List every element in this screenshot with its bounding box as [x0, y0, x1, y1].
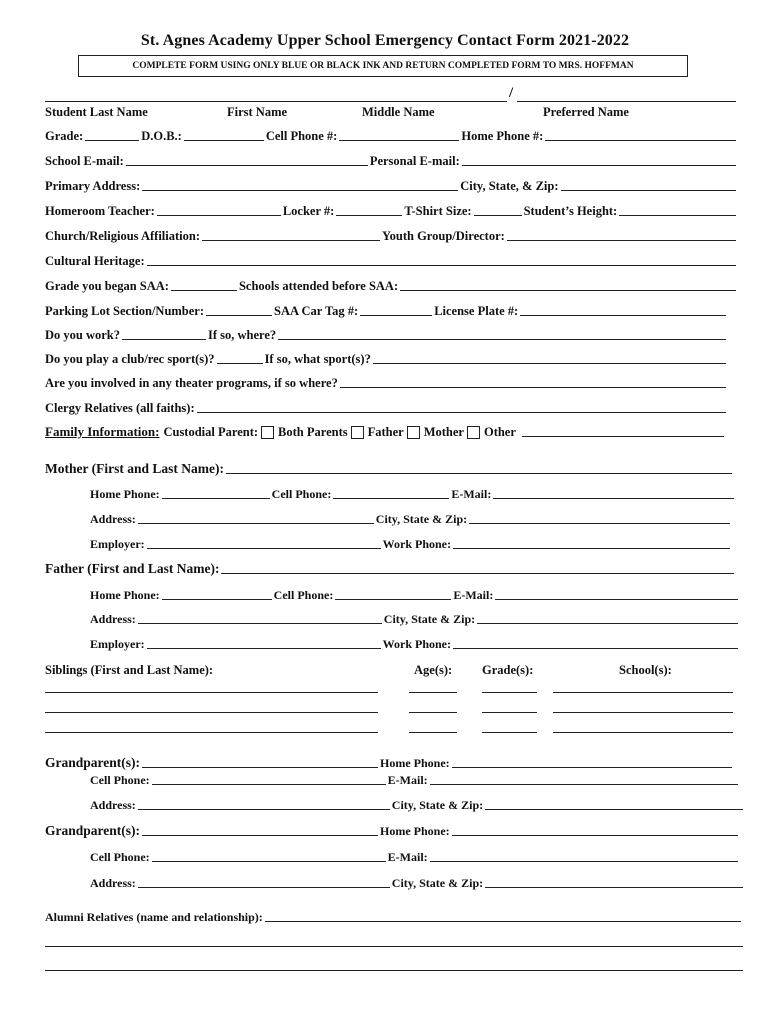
schools-before-field[interactable] — [400, 279, 736, 291]
father-home-phone-field[interactable] — [162, 588, 272, 600]
church-field[interactable] — [202, 229, 380, 241]
grandparent2-cell-phone-field[interactable] — [152, 850, 386, 862]
father-city-state-zip-field[interactable] — [477, 612, 738, 624]
father-address-field[interactable] — [138, 612, 382, 624]
other-option-label: Other — [483, 425, 516, 439]
grandparent2-email-field[interactable] — [430, 850, 738, 862]
mother-city-state-zip-label: City, State & Zip: — [375, 512, 468, 526]
grade-began-field[interactable] — [171, 279, 237, 291]
sibling-name-field[interactable] — [45, 732, 378, 733]
grandparent1-home-phone-field[interactable] — [452, 756, 732, 768]
father-checkbox[interactable] — [351, 426, 364, 439]
grandparent1-address-field[interactable] — [138, 798, 390, 810]
sibling-age-field[interactable] — [409, 712, 457, 713]
row-mother-employer — [90, 537, 732, 551]
mother-option-label: Mother — [423, 425, 464, 439]
mother-email-field[interactable] — [493, 487, 734, 499]
father-name-field[interactable] — [221, 562, 734, 574]
work-where-label: If so, where? — [208, 328, 277, 342]
primary-address-field[interactable] — [142, 179, 458, 191]
other-field[interactable] — [522, 425, 724, 437]
row-primary-address — [45, 179, 738, 193]
instructions-box: COMPLETE FORM USING ONLY BLUE OR BLACK INK AND RETURN COMPLETED FORM TO MRS. HOFFMAN — [78, 55, 688, 77]
locker-field[interactable] — [336, 204, 402, 216]
row-father-name — [45, 562, 736, 576]
grandparent1-email-label: E-Mail: — [387, 773, 428, 787]
church-label: Church/Religious Affiliation: — [45, 229, 200, 243]
sibling-grade-field[interactable] — [482, 712, 537, 713]
row-cultural — [45, 254, 738, 268]
preferred-name-field[interactable] — [517, 101, 736, 102]
grandparent1-cell-phone-label: Cell Phone: — [90, 773, 150, 787]
grandparent2-city-state-zip-label: City, State & Zip: — [391, 876, 484, 890]
row-grade-began — [45, 279, 738, 293]
row-grade-dob-phones — [45, 129, 738, 143]
preferred-name-caption: Preferred Name — [543, 105, 629, 119]
father-name-label: Father (First and Last Name): — [45, 561, 220, 576]
schools-before-label: Schools attended before SAA: — [238, 279, 399, 293]
sibling-school-field[interactable] — [553, 732, 733, 733]
row-homeroom — [45, 204, 738, 218]
row-mother-phones — [90, 487, 736, 501]
grandparent2-address-label: Address: — [90, 876, 136, 890]
height-label: Student’s Height: — [523, 204, 618, 218]
father-email-label: E-Mail: — [453, 588, 494, 602]
row-grandparent2-cell — [90, 850, 740, 864]
sibling-grade-field[interactable] — [482, 732, 537, 733]
home-phone-label: Home Phone #: — [461, 129, 544, 143]
row-mother-address — [90, 512, 732, 526]
tshirt-size-field[interactable] — [474, 204, 522, 216]
last-name-caption: Student Last Name — [45, 105, 148, 119]
father-cell-phone-field[interactable] — [335, 588, 451, 600]
youth-group-field[interactable] — [507, 229, 736, 241]
car-tag-field[interactable] — [360, 304, 432, 316]
mother-home-phone-label: Home Phone: — [90, 487, 160, 501]
row-emails — [45, 154, 738, 168]
sibling-name-field[interactable] — [45, 712, 378, 713]
row-grandparent2 — [45, 824, 740, 838]
sibling-name-field[interactable] — [45, 692, 378, 693]
sport-what-field[interactable] — [373, 352, 726, 364]
license-plate-field[interactable] — [520, 304, 726, 316]
row-alumni — [45, 910, 743, 924]
homeroom-teacher-label: Homeroom Teacher: — [45, 204, 155, 218]
parking-field[interactable] — [206, 304, 272, 316]
clergy-field[interactable] — [197, 401, 726, 413]
grandparent1-city-state-zip-label: City, State & Zip: — [391, 798, 484, 812]
row-mother-name — [45, 462, 734, 476]
cultural-heritage-field[interactable] — [147, 254, 736, 266]
tshirt-size-label: T-Shirt Size: — [404, 204, 472, 218]
other-checkbox[interactable] — [467, 426, 480, 439]
alumni-label: Alumni Relatives (name and relationship): — [45, 910, 263, 924]
father-employer-field[interactable] — [147, 637, 381, 649]
row-grandparent1 — [45, 756, 734, 770]
father-home-phone-label: Home Phone: — [90, 588, 160, 602]
grandparent1-name-field[interactable] — [142, 756, 378, 768]
grandparent2-cell-phone-label: Cell Phone: — [90, 850, 150, 864]
father-option-label: Father — [367, 425, 404, 439]
father-city-state-zip-label: City, State & Zip: — [383, 612, 476, 626]
row-theater — [45, 376, 728, 390]
family-info-heading: Family Information: — [45, 424, 160, 439]
both-parents-label: Both Parents — [278, 425, 348, 439]
locker-label: Locker #: — [282, 204, 335, 218]
mother-cell-phone-label: Cell Phone: — [271, 487, 332, 501]
father-employer-label: Employer: — [90, 637, 145, 651]
middle-name-caption: Middle Name — [362, 105, 435, 119]
row-clergy — [45, 401, 728, 415]
grade-field[interactable] — [85, 129, 139, 141]
sport-label: Do you play a club/rec sport(s)? — [45, 352, 215, 366]
row-church — [45, 229, 738, 243]
grandparent2-label: Grandparent(s): — [45, 823, 141, 838]
mother-email-label: E-Mail: — [451, 487, 492, 501]
clergy-label: Clergy Relatives (all faiths): — [45, 401, 195, 415]
work-field[interactable] — [122, 328, 206, 340]
mother-cell-phone-field[interactable] — [333, 487, 449, 499]
mother-work-phone-field[interactable] — [453, 537, 730, 549]
city-state-zip-label: City, State, & Zip: — [460, 179, 559, 193]
mother-home-phone-field[interactable] — [162, 487, 270, 499]
father-work-phone-field[interactable] — [453, 637, 738, 649]
height-field[interactable] — [619, 204, 736, 216]
sibling-age-field[interactable] — [409, 692, 457, 693]
student-name-field[interactable] — [45, 101, 507, 102]
grandparent2-home-phone-field[interactable] — [452, 824, 738, 836]
personal-email-label: Personal E-mail: — [369, 154, 460, 168]
theater-field[interactable] — [340, 376, 726, 388]
grandparent1-cell-phone-field[interactable] — [152, 773, 386, 785]
grandparent1-home-phone-label: Home Phone: — [380, 756, 450, 770]
row-father-employer — [90, 637, 740, 651]
mother-checkbox[interactable] — [407, 426, 420, 439]
grandparent2-email-label: E-Mail: — [387, 850, 428, 864]
form-title: St. Agnes Academy Upper School Emergency Contact Form 2021-2022 — [140, 32, 630, 49]
sport-field[interactable] — [217, 352, 263, 364]
row-family-info — [45, 425, 726, 439]
siblings-age-header: Age(s): — [414, 663, 453, 677]
school-email-field[interactable] — [126, 154, 368, 166]
father-cell-phone-label: Cell Phone: — [273, 588, 334, 602]
grandparent1-label: Grandparent(s): — [45, 755, 141, 770]
row-sport — [45, 352, 728, 366]
first-name-caption: First Name — [227, 105, 288, 119]
both-parents-checkbox[interactable] — [261, 426, 274, 439]
homeroom-teacher-field[interactable] — [157, 204, 281, 216]
alumni-field[interactable] — [265, 910, 741, 922]
mother-name-label: Mother (First and Last Name): — [45, 461, 224, 476]
mother-employer-label: Employer: — [90, 537, 145, 551]
mother-city-state-zip-field[interactable] — [469, 512, 730, 524]
grandparent1-email-field[interactable] — [430, 773, 738, 785]
mother-employer-field[interactable] — [147, 537, 381, 549]
theater-label: Are you involved in any theater programs, if so where? — [45, 376, 338, 390]
custodial-label: Custodial Parent: — [163, 425, 259, 439]
grade-label: Grade: — [45, 129, 84, 143]
work-where-field[interactable] — [278, 328, 726, 340]
parking-label: Parking Lot Section/Number: — [45, 304, 205, 318]
cultural-heritage-label: Cultural Heritage: — [45, 254, 145, 268]
alumni-line[interactable] — [45, 946, 743, 947]
primary-address-label: Primary Address: — [45, 179, 141, 193]
row-grandparent1-address — [90, 798, 745, 812]
dob-field[interactable] — [184, 129, 264, 141]
cell-phone-label: Cell Phone #: — [265, 129, 338, 143]
home-phone-field[interactable] — [545, 129, 736, 141]
row-father-address — [90, 612, 740, 626]
row-work — [45, 328, 728, 342]
row-grandparent1-cell — [90, 773, 740, 787]
grade-began-label: Grade you began SAA: — [45, 279, 169, 293]
grandparent1-city-state-zip-field[interactable] — [485, 798, 743, 810]
father-email-field[interactable] — [495, 588, 738, 600]
work-label: Do you work? — [45, 328, 121, 342]
mother-address-field[interactable] — [138, 512, 374, 524]
father-work-phone-label: Work Phone: — [382, 637, 451, 651]
youth-group-label: Youth Group/Director: — [382, 229, 505, 243]
personal-email-field[interactable] — [462, 154, 736, 166]
sibling-school-field[interactable] — [553, 712, 733, 713]
grandparent2-city-state-zip-field[interactable] — [485, 876, 743, 888]
school-email-label: School E-mail: — [45, 154, 124, 168]
city-state-zip-field[interactable] — [561, 179, 736, 191]
name-separator: / — [509, 85, 514, 101]
row-grandparent2-address — [90, 876, 745, 890]
alumni-line[interactable] — [45, 970, 743, 971]
grandparent2-name-field[interactable] — [142, 824, 378, 836]
siblings-label: Siblings (First and Last Name): — [45, 663, 214, 677]
license-plate-label: License Plate #: — [434, 304, 519, 318]
car-tag-label: SAA Car Tag #: — [274, 304, 359, 318]
row-father-phones — [90, 588, 740, 602]
grandparent2-home-phone-label: Home Phone: — [380, 824, 450, 838]
dob-label: D.O.B.: — [141, 129, 182, 143]
cell-phone-field[interactable] — [339, 129, 459, 141]
father-address-label: Address: — [90, 612, 136, 626]
mother-name-field[interactable] — [226, 462, 732, 474]
sibling-school-field[interactable] — [553, 692, 733, 693]
sport-what-label: If so, what sport(s)? — [264, 352, 371, 366]
sibling-grade-field[interactable] — [482, 692, 537, 693]
mother-work-phone-label: Work Phone: — [382, 537, 451, 551]
grandparent2-address-field[interactable] — [138, 876, 390, 888]
grandparent1-address-label: Address: — [90, 798, 136, 812]
row-parking — [45, 304, 728, 318]
mother-address-label: Address: — [90, 512, 136, 526]
sibling-age-field[interactable] — [409, 732, 457, 733]
siblings-school-header: School(s): — [619, 663, 672, 677]
siblings-grade-header: Grade(s): — [482, 663, 534, 677]
